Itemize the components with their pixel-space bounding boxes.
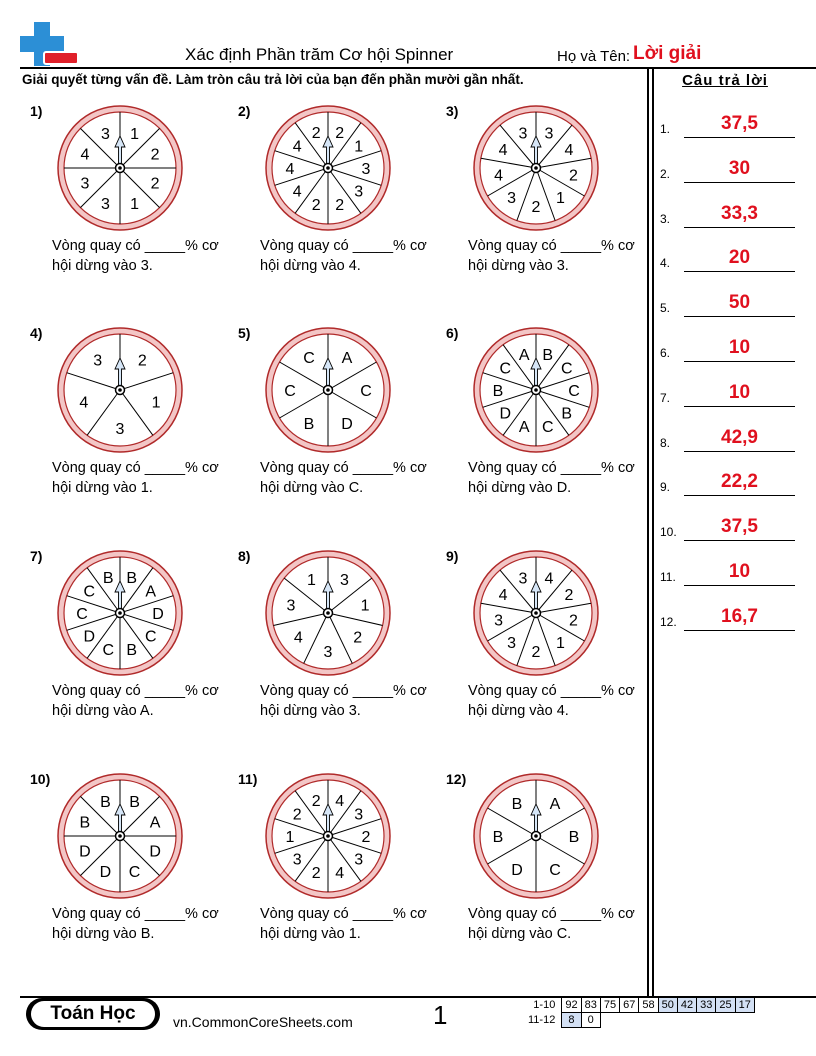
answer-number: 2. xyxy=(660,166,671,181)
sector-label: 3 xyxy=(518,125,528,143)
sector-label: D xyxy=(149,843,161,861)
spinner-hub-dot xyxy=(118,166,122,170)
spinner-problem xyxy=(446,548,651,763)
spinner-hub-dot xyxy=(534,611,538,615)
sector-label: 3 xyxy=(544,125,554,143)
answer-number: 11. xyxy=(660,570,676,584)
answer-line xyxy=(684,137,795,138)
instructions: Giải quyết từng vấn đề. Làm tròn câu trả lời của bạn đến phần mười gần nhất. xyxy=(22,72,524,87)
answer-value[interactable]: 16,7 xyxy=(721,605,758,627)
sector-label: C xyxy=(541,419,554,437)
sector-label: C xyxy=(499,360,512,378)
sector-label: B xyxy=(492,383,504,400)
question-line: Vòng quay có _____% cơ xyxy=(260,238,427,254)
answer-line xyxy=(684,451,795,452)
sector-label: 3 xyxy=(80,175,90,193)
sector-label: 4 xyxy=(544,570,554,588)
answer-row xyxy=(660,511,795,541)
answer-line xyxy=(684,630,795,631)
key-cell: 25 xyxy=(716,998,735,1013)
spinner-hub-dot xyxy=(118,388,122,392)
sector-label: 4 xyxy=(335,792,345,810)
sector-label: C xyxy=(83,583,96,601)
question-line: hội dừng vào D. xyxy=(468,480,572,496)
sector-label: 2 xyxy=(311,124,321,142)
sector-label: 4 xyxy=(285,161,295,178)
spinner-wheel xyxy=(263,771,393,901)
answer-number: 4. xyxy=(660,256,671,271)
question-line: Vòng quay có _____% cơ xyxy=(468,460,635,476)
sector-label: 3 xyxy=(354,851,364,869)
sector-label: 1 xyxy=(307,571,316,589)
name-value: Lời giải xyxy=(633,43,702,64)
key-cell: 0 xyxy=(581,1013,600,1028)
answer-value[interactable]: 37,5 xyxy=(721,113,758,134)
problem-question xyxy=(52,236,219,276)
sector-label: 3 xyxy=(507,190,517,208)
sector-label: A xyxy=(518,419,530,437)
sector-label: C xyxy=(102,642,115,660)
answer-row xyxy=(660,198,795,228)
sector-label: C xyxy=(144,628,157,646)
sector-label: C xyxy=(76,606,88,623)
sector-label: 2 xyxy=(531,644,541,661)
answer-line xyxy=(684,495,795,496)
sector-label: B xyxy=(102,569,114,587)
key-row-label: 1-10 xyxy=(533,999,556,1011)
sector-label: D xyxy=(499,405,512,423)
sector-label: 3 xyxy=(101,196,110,214)
answers-header: Câu trả lời xyxy=(682,72,768,89)
sector-label: 2 xyxy=(311,792,321,810)
spinner-wheel xyxy=(55,771,185,901)
sector-label: 4 xyxy=(292,183,302,201)
answer-number: 12. xyxy=(660,614,677,629)
question-line: Vòng quay có _____% cơ xyxy=(52,460,219,476)
question-line: hội dừng vào A. xyxy=(52,703,154,719)
sector-label: 4 xyxy=(498,587,508,604)
problem-number: 11) xyxy=(238,771,258,787)
spinner-problem xyxy=(30,548,235,763)
sector-label: 3 xyxy=(286,597,296,615)
sector-label: 4 xyxy=(335,865,345,883)
spinner-hub-dot xyxy=(326,611,330,615)
answer-column-divider xyxy=(652,67,654,997)
problem-question xyxy=(468,236,635,276)
sector-label: C xyxy=(303,350,315,368)
sector-label: A xyxy=(518,346,530,364)
sector-label: B xyxy=(561,405,573,423)
problem-question xyxy=(52,904,219,944)
key-cell: 83 xyxy=(581,998,600,1013)
sector-label: 2 xyxy=(353,629,363,647)
spinner-wheel xyxy=(263,103,393,233)
answer-line xyxy=(684,316,795,317)
answer-value[interactable]: 37,5 xyxy=(721,516,758,538)
question-line: Vòng quay có _____% cơ xyxy=(260,683,427,699)
problem-number: 1) xyxy=(30,103,43,119)
answer-line xyxy=(684,271,795,272)
sector-label: 3 xyxy=(93,352,103,370)
sector-label: 3 xyxy=(518,570,528,588)
problem-number: 2) xyxy=(238,103,251,119)
spinner-hub-dot xyxy=(326,834,330,838)
answer-line xyxy=(684,361,795,362)
key-cell: 8 xyxy=(562,1013,581,1028)
sector-label: B xyxy=(568,829,580,846)
key-cell: 33 xyxy=(697,998,716,1013)
sector-label: B xyxy=(126,569,138,587)
name-label: Họ và Tên: xyxy=(557,48,631,65)
spinner-hub-dot xyxy=(534,388,538,392)
answer-line xyxy=(684,540,795,541)
spinner-problem xyxy=(446,103,651,318)
answer-number: 5. xyxy=(660,301,671,316)
sector-label: B xyxy=(511,796,523,814)
problem-question xyxy=(260,458,427,498)
answer-number: 9. xyxy=(660,480,671,495)
sector-label: 3 xyxy=(323,644,333,661)
problem-question xyxy=(260,904,427,944)
key-cell: 75 xyxy=(600,998,619,1013)
problem-number: 5) xyxy=(238,325,251,341)
sector-label: 4 xyxy=(292,138,302,156)
spinner-problem xyxy=(30,325,235,540)
answer-row xyxy=(660,287,795,317)
spinner-hub-dot xyxy=(326,388,330,392)
problem-question xyxy=(468,681,635,721)
key-row xyxy=(525,1013,754,1028)
sector-label: 1 xyxy=(555,635,565,653)
key-cell: 17 xyxy=(735,998,754,1013)
answer-number: 3. xyxy=(660,211,671,226)
spinner-wheel xyxy=(55,103,185,233)
sector-label: D xyxy=(83,628,96,646)
key-row xyxy=(525,998,754,1013)
sector-label: 2 xyxy=(531,199,541,216)
answer-value[interactable]: 30 xyxy=(728,157,751,179)
sector-label: A xyxy=(549,796,561,814)
answer-value[interactable]: 42,9 xyxy=(721,426,758,448)
spinner-wheel xyxy=(471,548,601,678)
problem-question xyxy=(52,458,219,498)
spinner-problem xyxy=(238,325,443,540)
question-line: hội dừng vào 3. xyxy=(52,258,153,274)
sector-label: B xyxy=(542,346,554,364)
sector-label: C xyxy=(568,383,580,400)
sector-label: 4 xyxy=(564,142,574,159)
sector-label: B xyxy=(303,415,315,433)
problem-question xyxy=(468,904,635,944)
question-line: Vòng quay có _____% cơ xyxy=(52,238,219,254)
question-line: hội dừng vào B. xyxy=(52,926,155,942)
question-line: Vòng quay có _____% cơ xyxy=(468,906,635,922)
sector-label: D xyxy=(511,861,523,879)
sector-label: 3 xyxy=(292,851,302,869)
answer-value[interactable]: 10 xyxy=(728,381,751,403)
spinner-problem xyxy=(238,548,443,763)
question-line: hội dừng vào 3. xyxy=(260,703,361,719)
sector-label: B xyxy=(100,793,111,811)
problem-number: 9) xyxy=(446,548,459,564)
sector-label: 3 xyxy=(361,161,371,178)
problem-number: 10) xyxy=(30,771,51,787)
sector-label: 3 xyxy=(115,421,125,438)
sector-label: 3 xyxy=(340,571,349,589)
sector-label: B xyxy=(129,793,140,811)
spinner-wheel xyxy=(471,325,601,455)
sector-label: B xyxy=(126,642,138,660)
sector-label: 4 xyxy=(494,167,504,185)
sector-label: D xyxy=(152,606,164,623)
key-cell: 92 xyxy=(562,998,581,1013)
sector-label: A xyxy=(145,583,157,601)
header-divider xyxy=(20,67,816,69)
key-row-label: 11-12 xyxy=(528,1014,556,1026)
sector-label: 2 xyxy=(361,829,371,846)
sector-label: 2 xyxy=(335,124,345,142)
question-line: hội dừng vào 3. xyxy=(468,258,569,274)
key-cell: 42 xyxy=(677,998,696,1013)
brand-badge xyxy=(26,998,160,1030)
sector-label: 2 xyxy=(564,587,574,604)
problem-number: 7) xyxy=(30,548,43,564)
spinner-problem xyxy=(30,103,235,318)
spinner-wheel xyxy=(263,325,393,455)
sector-label: B xyxy=(79,814,91,832)
sector-label: 2 xyxy=(568,167,578,185)
sector-label: C xyxy=(360,383,372,400)
sector-label: 4 xyxy=(80,146,90,164)
answer-row xyxy=(660,153,795,183)
answer-line xyxy=(684,227,795,228)
answer-value[interactable]: 22,2 xyxy=(721,471,758,493)
page-number: 1 xyxy=(433,1000,448,1030)
question-line: Vòng quay có _____% cơ xyxy=(260,460,427,476)
sector-label: 2 xyxy=(568,612,578,630)
spinner-problem xyxy=(238,103,443,318)
answer-number: 10. xyxy=(660,525,677,540)
sector-label: A xyxy=(149,814,161,832)
spinner-hub-dot xyxy=(118,834,122,838)
worksheet-title: Xác định Phần trăm Cơ hội Spinner xyxy=(185,45,454,64)
question-line: hội dừng vào 1. xyxy=(52,480,153,496)
question-line: hội dừng vào C. xyxy=(260,480,364,496)
sector-label: 1 xyxy=(130,196,139,214)
question-line: Vòng quay có _____% cơ xyxy=(52,906,219,922)
answer-key-table xyxy=(525,997,755,1028)
sector-label: 3 xyxy=(354,806,364,824)
spinner-wheel xyxy=(55,548,185,678)
answer-line xyxy=(684,585,795,586)
sector-label: A xyxy=(341,350,353,368)
answer-row xyxy=(660,377,795,407)
problem-question xyxy=(468,458,635,498)
answer-row xyxy=(660,242,795,272)
answer-row xyxy=(660,556,795,586)
answer-value[interactable]: 50 xyxy=(728,292,751,314)
answer-line xyxy=(684,182,795,183)
answer-row xyxy=(660,422,795,452)
spinner-problem xyxy=(446,325,651,540)
site-url: vn.CommonCoreSheets.com xyxy=(173,1014,353,1030)
answer-row xyxy=(660,466,795,496)
key-cell: 67 xyxy=(620,998,639,1013)
sector-label: 4 xyxy=(79,394,89,412)
spinner-wheel xyxy=(471,771,601,901)
problem-question xyxy=(52,681,219,721)
question-line: hội dừng vào 4. xyxy=(260,258,361,274)
problem-number: 3) xyxy=(446,103,459,119)
brand-label: Toán Học xyxy=(31,1001,155,1027)
answer-number: 1. xyxy=(660,122,671,136)
question-line: hội dừng vào 1. xyxy=(260,926,361,942)
sector-label: 4 xyxy=(293,629,303,647)
sector-label: D xyxy=(99,864,112,882)
sector-label: 1 xyxy=(555,190,565,208)
answer-row xyxy=(660,601,795,631)
spinner-problem xyxy=(238,771,443,986)
answer-value[interactable]: 20 xyxy=(728,247,751,269)
sector-label: 1 xyxy=(285,829,295,846)
sector-label: C xyxy=(549,861,561,879)
sector-label: 2 xyxy=(311,865,321,883)
spinner-problem xyxy=(446,771,651,986)
sector-label: 2 xyxy=(137,352,147,370)
sector-label: 3 xyxy=(354,183,364,201)
sector-label: 3 xyxy=(494,612,504,630)
problem-number: 6) xyxy=(446,325,459,341)
question-line: Vòng quay có _____% cơ xyxy=(260,906,427,922)
sector-label: C xyxy=(128,864,141,882)
answer-number: 8. xyxy=(660,435,671,450)
sector-label: 2 xyxy=(335,197,345,215)
sector-label: 2 xyxy=(292,806,302,824)
question-line: Vòng quay có _____% cơ xyxy=(468,238,635,254)
sector-label: 1 xyxy=(130,125,139,143)
sector-label: 1 xyxy=(151,394,161,412)
answer-row xyxy=(660,332,795,362)
question-line: Vòng quay có _____% cơ xyxy=(468,683,635,699)
problem-number: 12) xyxy=(446,771,467,787)
sector-label: 2 xyxy=(150,175,160,193)
spinner-hub-dot xyxy=(326,166,330,170)
problem-number: 4) xyxy=(30,325,43,341)
answer-number: 6. xyxy=(660,346,671,360)
sector-label: C xyxy=(560,360,573,378)
answer-number: 7. xyxy=(660,390,671,405)
spinner-wheel xyxy=(263,548,393,678)
logo-plus-minus-icon xyxy=(20,22,80,68)
key-cell: 50 xyxy=(658,998,677,1013)
question-line: hội dừng vào C. xyxy=(468,926,572,942)
spinner-wheel xyxy=(55,325,185,455)
sector-label: B xyxy=(492,829,504,846)
sector-label: 3 xyxy=(507,635,517,653)
problem-number: 8) xyxy=(238,548,251,564)
key-cell: 58 xyxy=(639,998,658,1013)
spinner-hub-dot xyxy=(118,611,122,615)
spinner-problem xyxy=(30,771,235,986)
spinner-hub-dot xyxy=(534,166,538,170)
answer-value[interactable]: 10 xyxy=(728,561,751,582)
sector-label: 2 xyxy=(150,146,160,164)
sector-label: C xyxy=(284,383,296,400)
sector-label: D xyxy=(79,843,91,861)
sector-label: 4 xyxy=(498,142,508,159)
problem-question xyxy=(260,681,427,721)
spinner-hub-dot xyxy=(534,834,538,838)
sector-label: D xyxy=(341,415,353,433)
sector-label: 1 xyxy=(354,138,364,156)
problem-question xyxy=(260,236,427,276)
sector-label: 2 xyxy=(311,197,321,215)
answer-row xyxy=(660,108,795,138)
answer-value[interactable]: 10 xyxy=(728,337,751,358)
question-line: Vòng quay có _____% cơ xyxy=(52,683,219,699)
answer-line xyxy=(684,406,795,407)
sector-label: 1 xyxy=(360,597,370,615)
spinner-wheel xyxy=(471,103,601,233)
answer-value[interactable]: 33,3 xyxy=(721,202,758,224)
sector-label: 3 xyxy=(101,125,110,143)
question-line: hội dừng vào 4. xyxy=(468,703,569,719)
